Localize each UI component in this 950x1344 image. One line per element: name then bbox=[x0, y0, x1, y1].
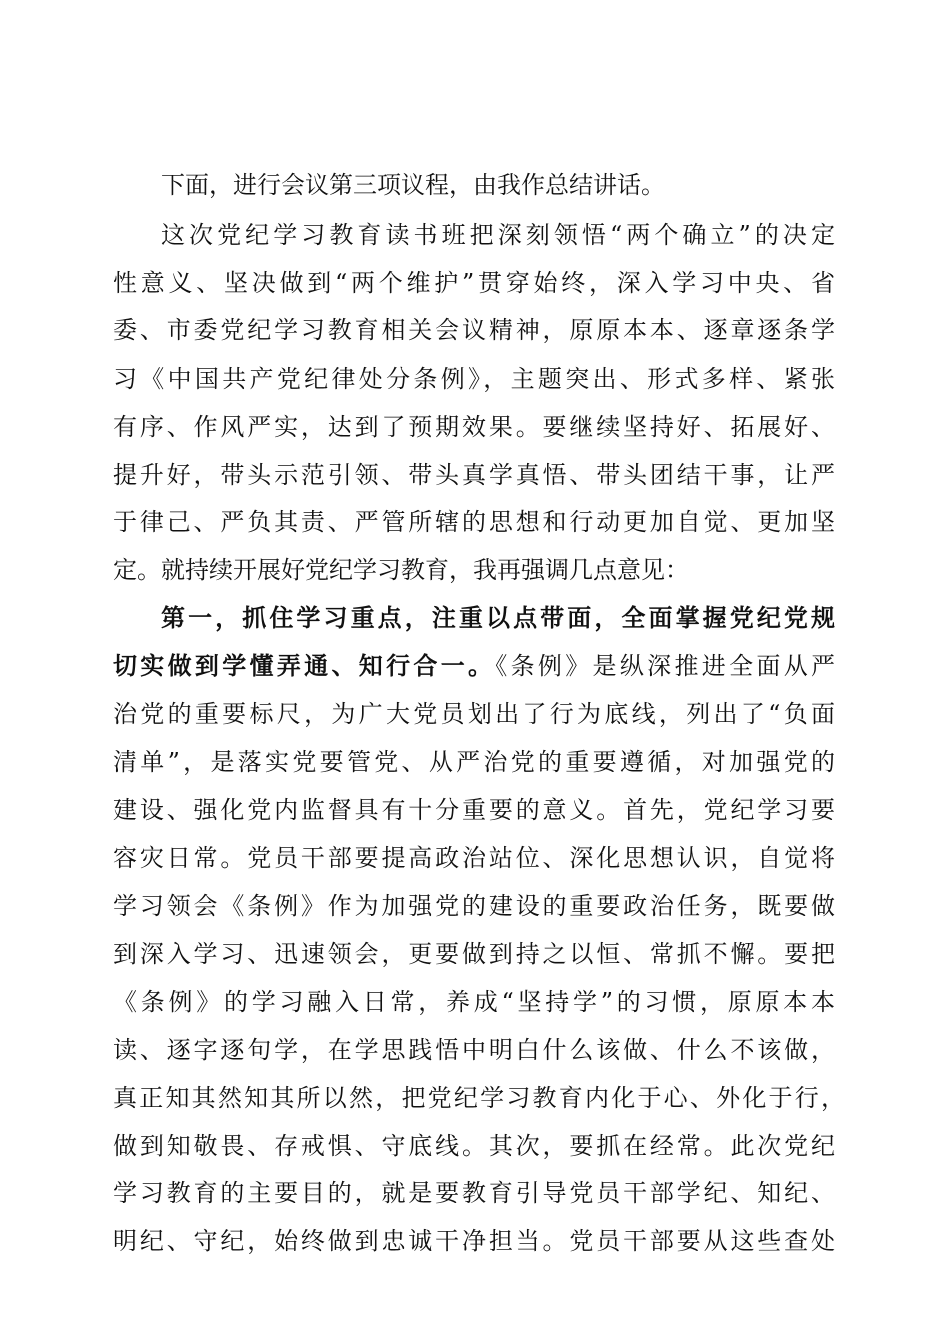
body-text: 下面，进行会议第三项议程，由我作总结讲话。 bbox=[161, 171, 665, 199]
body-text: 性意义、坚决做到“两个维护”贯穿始终，深入学习中央、省 bbox=[113, 269, 835, 297]
text-line bbox=[113, 1026, 835, 1074]
text-line bbox=[113, 738, 835, 786]
text-line bbox=[113, 786, 835, 834]
text-line bbox=[113, 642, 835, 690]
body-text: 建设、强化党内监督具有十分重要的意义。首先，党纪学习要 bbox=[113, 796, 835, 824]
body-text: 真正知其然知其所以然，把党纪学习教育内化于心、外化于行， bbox=[113, 1084, 845, 1112]
text-line bbox=[113, 594, 835, 642]
body-text: 委、市委党纪学习教育相关会议精神，原原本本、逐章逐条学 bbox=[113, 316, 835, 344]
body-text: 学习教育的主要目的，就是要教育引导党员干部学纪、知纪、 bbox=[113, 1179, 835, 1207]
text-line bbox=[113, 834, 835, 882]
text-line bbox=[113, 546, 835, 594]
body-text: 《条例》是纵深推进全面从严 bbox=[495, 652, 836, 680]
body-text: 这次党纪学习教育读书班把深刻领悟“两个确立”的决定 bbox=[161, 221, 835, 249]
text-line bbox=[113, 690, 835, 738]
text-line bbox=[113, 1169, 835, 1217]
text-line bbox=[113, 403, 835, 451]
text-line bbox=[113, 930, 835, 978]
body-text: 清单”，是落实党要管党、从严治党的重要遵循，对加强党的 bbox=[113, 748, 835, 776]
body-text: 于律己、严负其责、严管所辖的思想和行动更加自觉、更加坚 bbox=[113, 508, 835, 536]
text-line bbox=[113, 498, 835, 546]
bold-heading-text: 切实做到学懂弄通、知行合一。 bbox=[113, 651, 496, 680]
body-text: 到深入学习、迅速领会，更要做到持之以恒、常抓不懈。要把 bbox=[113, 940, 835, 968]
text-line bbox=[113, 161, 835, 209]
body-text: 明纪、守纪，始终做到忠诚干净担当。党员干部要从这些查处 bbox=[113, 1227, 835, 1255]
text-line bbox=[113, 978, 835, 1026]
body-text: 做到知敬畏、存戒惧、守底线。其次，要抓在经常。此次党纪 bbox=[113, 1132, 835, 1160]
body-text: 治党的重要标尺，为广大党员划出了行为底线，列出了“负面 bbox=[113, 700, 835, 728]
text-line bbox=[113, 1122, 835, 1170]
text-line bbox=[113, 306, 835, 354]
body-text: 容灾日常。党员干部要提高政治站位、深化思想认识，自觉将 bbox=[113, 844, 835, 872]
text-line bbox=[113, 1074, 845, 1122]
bold-heading-text: 第一，抓住学习重点，注重以点带面，全面掌握党纪党规 bbox=[161, 603, 835, 632]
text-line bbox=[113, 259, 835, 307]
body-text: 《条例》的学习融入日常，养成“坚持学”的习惯，原原本本 bbox=[113, 988, 835, 1016]
body-text: 读、逐字逐句学，在学思践悟中明白什么该做、什么不该做， bbox=[113, 1036, 835, 1064]
body-text: 学习领会《条例》作为加强党的建设的重要政治任务，既要做 bbox=[113, 892, 835, 920]
body-text: 提升好，带头示范引领、带头真学真悟、带头团结干事，让严 bbox=[113, 461, 835, 489]
text-line bbox=[113, 1217, 835, 1265]
body-text: 有序、作风严实，达到了预期效果。要继续坚持好、拓展好、 bbox=[113, 413, 835, 441]
text-line bbox=[113, 355, 835, 403]
text-line bbox=[113, 882, 835, 930]
text-line bbox=[113, 451, 835, 499]
body-text: 习《中国共产党纪律处分条例》，主题突出、形式多样、紧张 bbox=[113, 365, 835, 393]
text-line bbox=[113, 211, 835, 259]
body-text: 定。就持续开展好党纪学习教育，我再强调几点意见： bbox=[113, 556, 689, 584]
